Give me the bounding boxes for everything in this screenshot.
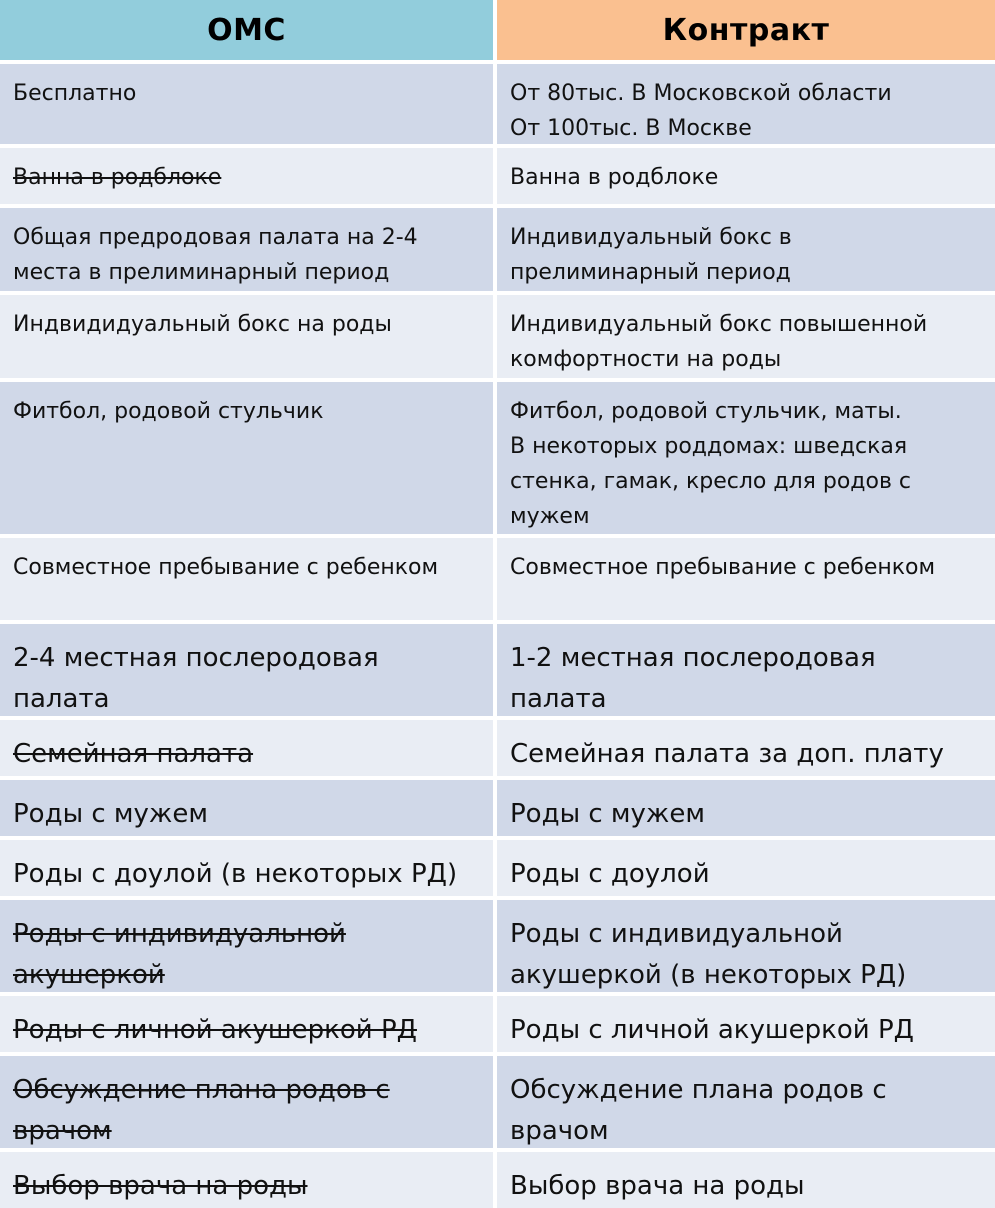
cell-contract: Совместное пребывание с ребенком <box>510 555 936 580</box>
table-row-equipment-contract <box>495 378 995 534</box>
cell-oms: Совместное пребывание с ребенком <box>13 555 439 580</box>
table-row-individual-midwife-oms <box>0 896 495 992</box>
cell-contract: Ванна в родблоке <box>510 165 719 190</box>
cell-contract: Индивидуальный бокс в прелиминарный период <box>510 225 792 285</box>
table-row-bath-contract <box>495 144 995 204</box>
table-row-birth-box-contract <box>495 291 995 378</box>
cell-oms: Фитбол, родовой стульчик <box>13 399 324 424</box>
table-row-bath-oms <box>0 144 495 204</box>
table-row-prenatal-ward-oms <box>0 204 495 291</box>
table-row-doctor-choice-oms <box>0 1148 495 1208</box>
cell-contract: Роды с личной акушеркой РД <box>510 1015 914 1045</box>
table-row-price-oms <box>0 60 495 144</box>
table-row-birth-plan-contract <box>495 1052 995 1148</box>
table-row-individual-midwife-contract <box>495 896 995 992</box>
cell-oms-struck: Выбор врача на роды <box>13 1171 308 1201</box>
header-oms-label: ОМС <box>207 12 286 48</box>
table-row-birth-box-oms <box>0 291 495 378</box>
table-row-family-ward-contract <box>495 716 995 776</box>
cell-oms-struck: Ванна в родблоке <box>13 165 222 190</box>
header-contract-label: Контракт <box>662 12 830 48</box>
cell-oms-struck: Обсуждение плана родов с врачом <box>13 1075 390 1146</box>
cell-contract: 1-2 местная послеродовая палата <box>510 643 876 714</box>
table-row-personal-midwife-oms <box>0 992 495 1052</box>
table-row-rooming-in-contract <box>495 534 995 620</box>
header-oms <box>0 0 495 60</box>
table-row-doctor-choice-contract <box>495 1148 995 1208</box>
cell-oms: Роды с доулой (в некоторых РД) <box>13 859 458 889</box>
cell-oms-struck: Роды с личной акушеркой РД <box>13 1015 417 1045</box>
cell-oms: Роды с мужем <box>13 799 208 829</box>
table-row-equipment-oms <box>0 378 495 534</box>
cell-contract: Роды с индивидуальной акушеркой (в некоторых РД) <box>510 919 907 990</box>
cell-oms-struck: Семейная палата <box>13 739 254 769</box>
table-row-birth-plan-oms <box>0 1052 495 1148</box>
cell-oms: Бесплатно <box>13 81 137 106</box>
cell-contract: Обсуждение плана родов с врачом <box>510 1075 887 1146</box>
table-row-price-contract <box>495 60 995 144</box>
cell-contract: От 80тыс. В Московской области От 100тыс. В Москве <box>510 81 892 141</box>
cell-contract: Индивидуальный бокс повышенной комфортности на роды <box>510 312 928 372</box>
cell-oms: Индвидидуальный бокс на роды <box>13 312 392 337</box>
cell-oms-struck: Роды с индивидуальной акушеркой <box>13 919 346 990</box>
table-row-husband-oms <box>0 776 495 836</box>
cell-contract: Роды с доулой <box>510 859 710 889</box>
cell-contract: Фитбол, родовой стульчик, маты. В некоторых роддомах: шведская стенка, гамак, кресло для родов с мужем <box>510 399 912 529</box>
table-row-rooming-in-oms <box>0 534 495 620</box>
table-row-doula-oms <box>0 836 495 896</box>
table-row-postnatal-ward-contract <box>495 620 995 716</box>
cell-oms: 2-4 местная послеродовая палата <box>13 643 379 714</box>
table-row-doula-contract <box>495 836 995 896</box>
cell-contract: Выбор врача на роды <box>510 1171 805 1201</box>
header-contract <box>495 0 995 60</box>
table-row-husband-contract <box>495 776 995 836</box>
table-row-personal-midwife-contract <box>495 992 995 1052</box>
cell-oms: Общая предродовая палата на 2-4 места в прелиминарный период <box>13 225 418 285</box>
table-row-family-ward-oms <box>0 716 495 776</box>
cell-contract: Семейная палата за доп. плату <box>510 739 944 769</box>
table-row-prenatal-ward-contract <box>495 204 995 291</box>
table-row-postnatal-ward-oms <box>0 620 495 716</box>
cell-contract: Роды с мужем <box>510 799 705 829</box>
